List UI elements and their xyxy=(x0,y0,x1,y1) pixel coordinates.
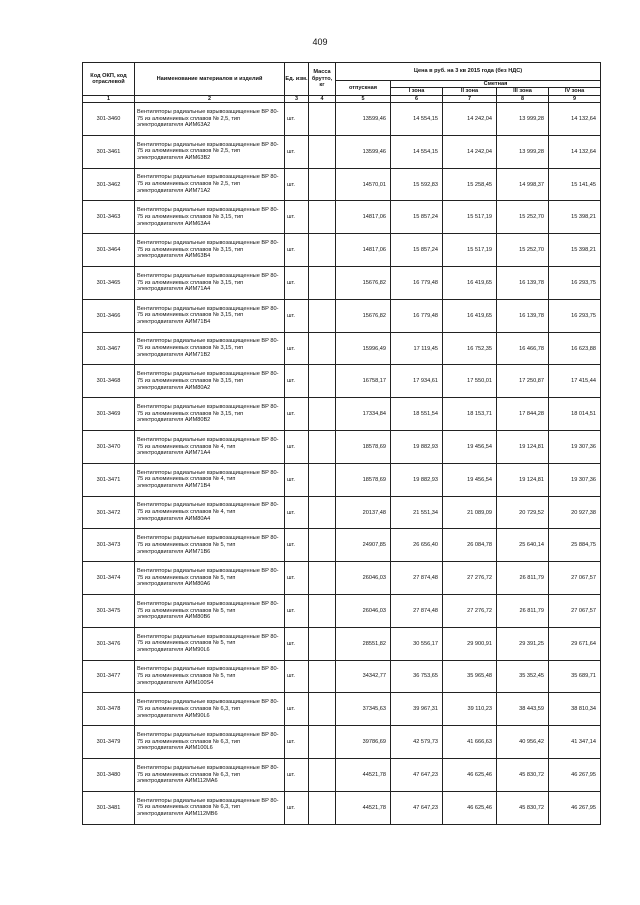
row-zone-2-price: 16 419,65 xyxy=(443,267,497,300)
row-unit: шт. xyxy=(285,103,309,136)
row-release-price: 34342,77 xyxy=(336,660,391,693)
row-zone-2-price: 19 456,54 xyxy=(443,463,497,496)
row-name: Вентиляторы радиальные взрывозащищенные ВР 80-75 из алюминиевых сплавов № 3,15, тип электродвигателя АИМ80В2 xyxy=(135,398,285,431)
row-mass xyxy=(309,201,336,234)
row-zone-2-price: 16 419,65 xyxy=(443,299,497,332)
row-zone-3-price: 45 830,72 xyxy=(497,791,549,824)
row-zone-3-price: 38 443,59 xyxy=(497,693,549,726)
row-zone-2-price: 16 752,35 xyxy=(443,332,497,365)
row-name: Вентиляторы радиальные взрывозащищенные ВР 80-75 из алюминиевых сплавов № 6,3, тип электродвигателя АИМ112МА6 xyxy=(135,758,285,791)
row-mass xyxy=(309,562,336,595)
table-row xyxy=(83,365,601,398)
row-unit: шт. xyxy=(285,726,309,759)
row-zone-1-price: 47 647,23 xyxy=(391,791,443,824)
row-zone-3-price: 14 998,37 xyxy=(497,168,549,201)
row-release-price: 20137,48 xyxy=(336,496,391,529)
row-name: Вентиляторы радиальные взрывозащищенные ВР 80-75 из алюминиевых сплавов № 3,15, тип электродвигателя АИМ63А4 xyxy=(135,201,285,234)
row-zone-3-price: 15 252,70 xyxy=(497,201,549,234)
row-zone-1-price: 14 554,15 xyxy=(391,103,443,136)
header-zone-3: III зона xyxy=(497,88,549,95)
row-zone-1-price: 15 592,83 xyxy=(391,168,443,201)
row-zone-3-price: 13 999,28 xyxy=(497,135,549,168)
row-code: 301-3462 xyxy=(83,168,135,201)
row-name: Вентиляторы радиальные взрывозащищенные ВР 80-75 из алюминиевых сплавов № 5, тип электродвигателя АИМ90L6 xyxy=(135,627,285,660)
table-row xyxy=(83,398,601,431)
table-row xyxy=(83,299,601,332)
row-unit: шт. xyxy=(285,201,309,234)
row-zone-4-price: 17 415,44 xyxy=(549,365,601,398)
row-zone-1-price: 36 753,65 xyxy=(391,660,443,693)
row-mass xyxy=(309,234,336,267)
column-number: 3 xyxy=(285,95,309,102)
row-zone-1-price: 39 967,31 xyxy=(391,693,443,726)
column-number: 6 xyxy=(391,95,443,102)
header-zone-4: IV зона xyxy=(549,88,601,95)
row-code: 301-3470 xyxy=(83,431,135,464)
row-release-price: 37345,63 xyxy=(336,693,391,726)
row-mass xyxy=(309,332,336,365)
row-unit: шт. xyxy=(285,267,309,300)
row-zone-2-price: 29 900,91 xyxy=(443,627,497,660)
row-code: 301-3481 xyxy=(83,791,135,824)
row-zone-1-price: 19 882,93 xyxy=(391,463,443,496)
row-zone-3-price: 13 999,28 xyxy=(497,103,549,136)
row-zone-2-price: 39 110,23 xyxy=(443,693,497,726)
row-zone-1-price: 17 119,45 xyxy=(391,332,443,365)
row-mass xyxy=(309,627,336,660)
column-number: 9 xyxy=(549,95,601,102)
column-number: 5 xyxy=(336,95,391,102)
row-zone-4-price: 29 671,64 xyxy=(549,627,601,660)
row-name: Вентиляторы радиальные взрывозащищенные ВР 80-75 из алюминиевых сплавов № 3,15, тип электродвигателя АИМ63В4 xyxy=(135,234,285,267)
table-row xyxy=(83,332,601,365)
row-zone-3-price: 16 139,78 xyxy=(497,267,549,300)
row-zone-2-price: 46 625,46 xyxy=(443,791,497,824)
page-number: 409 xyxy=(312,37,328,47)
table-row xyxy=(83,529,601,562)
row-mass xyxy=(309,463,336,496)
row-code: 301-3477 xyxy=(83,660,135,693)
row-mass xyxy=(309,693,336,726)
row-release-price: 13599,46 xyxy=(336,103,391,136)
table-row xyxy=(83,693,601,726)
row-mass xyxy=(309,726,336,759)
row-zone-3-price: 20 729,52 xyxy=(497,496,549,529)
row-unit: шт. xyxy=(285,529,309,562)
row-name: Вентиляторы радиальные взрывозащищенные ВР 80-75 из алюминиевых сплавов № 3,15, тип электродвигателя АИМ80А2 xyxy=(135,365,285,398)
column-numbers-row xyxy=(83,95,601,102)
row-mass xyxy=(309,168,336,201)
table-row xyxy=(83,431,601,464)
table-row xyxy=(83,168,601,201)
row-unit: шт. xyxy=(285,398,309,431)
row-zone-4-price: 25 884,75 xyxy=(549,529,601,562)
row-zone-1-price: 26 656,40 xyxy=(391,529,443,562)
row-zone-1-price: 15 857,24 xyxy=(391,201,443,234)
row-code: 301-3467 xyxy=(83,332,135,365)
table-row xyxy=(83,103,601,136)
row-zone-4-price: 16 293,75 xyxy=(549,299,601,332)
price-table xyxy=(82,62,601,825)
row-release-price: 15996,49 xyxy=(336,332,391,365)
row-release-price: 28551,82 xyxy=(336,627,391,660)
table-row xyxy=(83,135,601,168)
row-name: Вентиляторы радиальные взрывозащищенные ВР 80-75 из алюминиевых сплавов № 3,15, тип электродвигателя АИМ71А4 xyxy=(135,267,285,300)
table-row xyxy=(83,201,601,234)
row-unit: шт. xyxy=(285,693,309,726)
row-name: Вентиляторы радиальные взрывозащищенные ВР 80-75 из алюминиевых сплавов № 4, тип электродвигателя АИМ80А4 xyxy=(135,496,285,529)
table-row xyxy=(83,562,601,595)
header-code: Код ОКП, код отраслевой xyxy=(83,63,135,96)
row-unit: шт. xyxy=(285,234,309,267)
row-unit: шт. xyxy=(285,431,309,464)
table-row xyxy=(83,267,601,300)
row-zone-3-price: 17 844,28 xyxy=(497,398,549,431)
row-zone-1-price: 19 882,93 xyxy=(391,431,443,464)
row-zone-4-price: 41 347,14 xyxy=(549,726,601,759)
row-name: Вентиляторы радиальные взрывозащищенные ВР 80-75 из алюминиевых сплавов № 4, тип электродвигателя АИМ71В4 xyxy=(135,463,285,496)
row-zone-4-price: 35 689,71 xyxy=(549,660,601,693)
column-number: 8 xyxy=(497,95,549,102)
row-zone-3-price: 16 466,78 xyxy=(497,332,549,365)
row-name: Вентиляторы радиальные взрывозащищенные ВР 80-75 из алюминиевых сплавов № 6,3, тип электродвигателя АИМ100L6 xyxy=(135,726,285,759)
row-zone-4-price: 15 398,21 xyxy=(549,234,601,267)
table-row xyxy=(83,660,601,693)
row-zone-1-price: 21 551,34 xyxy=(391,496,443,529)
row-zone-3-price: 45 830,72 xyxy=(497,758,549,791)
row-mass xyxy=(309,135,336,168)
row-unit: шт. xyxy=(285,135,309,168)
row-code: 301-3480 xyxy=(83,758,135,791)
row-unit: шт. xyxy=(285,627,309,660)
row-zone-2-price: 15 258,45 xyxy=(443,168,497,201)
row-unit: шт. xyxy=(285,365,309,398)
row-release-price: 16758,17 xyxy=(336,365,391,398)
row-mass xyxy=(309,398,336,431)
row-zone-3-price: 19 124,81 xyxy=(497,463,549,496)
row-release-price: 15676,82 xyxy=(336,267,391,300)
row-zone-4-price: 46 267,95 xyxy=(549,758,601,791)
row-code: 301-3460 xyxy=(83,103,135,136)
table-row xyxy=(83,726,601,759)
row-release-price: 14817,06 xyxy=(336,201,391,234)
row-name: Вентиляторы радиальные взрывозащищенные ВР 80-75 из алюминиевых сплавов № 5, тип электродвигателя АИМ80А6 xyxy=(135,562,285,595)
row-zone-3-price: 40 956,42 xyxy=(497,726,549,759)
row-code: 301-3472 xyxy=(83,496,135,529)
row-release-price: 13599,46 xyxy=(336,135,391,168)
row-zone-2-price: 21 089,09 xyxy=(443,496,497,529)
row-zone-4-price: 16 293,75 xyxy=(549,267,601,300)
row-zone-1-price: 14 554,15 xyxy=(391,135,443,168)
row-zone-1-price: 27 874,48 xyxy=(391,562,443,595)
row-mass xyxy=(309,431,336,464)
row-name: Вентиляторы радиальные взрывозащищенные ВР 80-75 из алюминиевых сплавов № 4, тип электродвигателя АИМ71А4 xyxy=(135,431,285,464)
row-release-price: 39786,69 xyxy=(336,726,391,759)
row-release-price: 15676,82 xyxy=(336,299,391,332)
row-code: 301-3464 xyxy=(83,234,135,267)
row-unit: шт. xyxy=(285,791,309,824)
row-zone-2-price: 35 965,48 xyxy=(443,660,497,693)
row-zone-1-price: 16 779,48 xyxy=(391,299,443,332)
row-zone-1-price: 15 857,24 xyxy=(391,234,443,267)
row-mass xyxy=(309,660,336,693)
row-zone-4-price: 19 307,36 xyxy=(549,463,601,496)
row-release-price: 18578,69 xyxy=(336,463,391,496)
row-release-price: 18578,69 xyxy=(336,431,391,464)
row-mass xyxy=(309,758,336,791)
row-zone-3-price: 29 391,25 xyxy=(497,627,549,660)
row-code: 301-3469 xyxy=(83,398,135,431)
row-name: Вентиляторы радиальные взрывозащищенные ВР 80-75 из алюминиевых сплавов № 5, тип электродвигателя АИМ100S4 xyxy=(135,660,285,693)
row-name: Вентиляторы радиальные взрывозащищенные ВР 80-75 из алюминиевых сплавов № 3,15, тип электродвигателя АИМ71В2 xyxy=(135,332,285,365)
table-row xyxy=(83,496,601,529)
row-code: 301-3473 xyxy=(83,529,135,562)
row-zone-2-price: 15 517,19 xyxy=(443,234,497,267)
row-zone-1-price: 18 551,54 xyxy=(391,398,443,431)
row-zone-2-price: 17 550,01 xyxy=(443,365,497,398)
table-header xyxy=(83,63,601,103)
row-code: 301-3476 xyxy=(83,627,135,660)
row-mass xyxy=(309,267,336,300)
row-mass xyxy=(309,103,336,136)
row-mass xyxy=(309,595,336,628)
row-name: Вентиляторы радиальные взрывозащищенные ВР 80-75 из алюминиевых сплавов № 5, тип электродвигателя АИМ80В6 xyxy=(135,595,285,628)
table-row xyxy=(83,791,601,824)
row-code: 301-3461 xyxy=(83,135,135,168)
row-zone-4-price: 16 623,88 xyxy=(549,332,601,365)
row-mass xyxy=(309,496,336,529)
row-release-price: 26046,03 xyxy=(336,562,391,595)
table-row xyxy=(83,758,601,791)
column-number: 2 xyxy=(135,95,285,102)
row-name: Вентиляторы радиальные взрывозащищенные ВР 80-75 из алюминиевых сплавов № 3,15, тип электродвигателя АИМ71В4 xyxy=(135,299,285,332)
row-zone-1-price: 27 874,48 xyxy=(391,595,443,628)
row-release-price: 44521,78 xyxy=(336,758,391,791)
table-row xyxy=(83,234,601,267)
header-name: Наименование материалов и изделий xyxy=(135,63,285,96)
header-delivered-price: Сметная xyxy=(391,81,601,88)
column-number: 4 xyxy=(309,95,336,102)
row-code: 301-3465 xyxy=(83,267,135,300)
header-zone-1: I зона xyxy=(391,88,443,95)
row-name: Вентиляторы радиальные взрывозащищенные ВР 80-75 из алюминиевых сплавов № 5, тип электродвигателя АИМ71В6 xyxy=(135,529,285,562)
row-zone-3-price: 25 640,14 xyxy=(497,529,549,562)
table-row xyxy=(83,627,601,660)
header-mass: Масса брутто, кг xyxy=(309,63,336,96)
row-zone-2-price: 19 456,54 xyxy=(443,431,497,464)
row-zone-3-price: 26 811,79 xyxy=(497,562,549,595)
row-unit: шт. xyxy=(285,758,309,791)
row-zone-4-price: 27 067,57 xyxy=(549,595,601,628)
row-zone-4-price: 15 398,21 xyxy=(549,201,601,234)
row-zone-4-price: 27 067,57 xyxy=(549,562,601,595)
row-code: 301-3471 xyxy=(83,463,135,496)
column-number: 1 xyxy=(83,95,135,102)
row-mass xyxy=(309,791,336,824)
row-name: Вентиляторы радиальные взрывозащищенные ВР 80-75 из алюминиевых сплавов № 2,5, тип электродвигателя АИМ71А2 xyxy=(135,168,285,201)
row-code: 301-3468 xyxy=(83,365,135,398)
row-zone-3-price: 26 811,79 xyxy=(497,595,549,628)
row-unit: шт. xyxy=(285,463,309,496)
header-unit: Ед. изм. xyxy=(285,63,309,96)
row-unit: шт. xyxy=(285,660,309,693)
row-mass xyxy=(309,529,336,562)
header-release-price: отпускная xyxy=(336,81,391,96)
row-code: 301-3475 xyxy=(83,595,135,628)
column-number: 7 xyxy=(443,95,497,102)
row-name: Вентиляторы радиальные взрывозащищенные ВР 80-75 из алюминиевых сплавов № 2,5, тип электродвигателя АИМ63А2 xyxy=(135,103,285,136)
row-zone-2-price: 41 666,63 xyxy=(443,726,497,759)
row-zone-1-price: 30 556,17 xyxy=(391,627,443,660)
table-row xyxy=(83,463,601,496)
row-zone-4-price: 14 132,64 xyxy=(549,135,601,168)
row-zone-2-price: 18 153,71 xyxy=(443,398,497,431)
row-mass xyxy=(309,365,336,398)
row-unit: шт. xyxy=(285,595,309,628)
row-zone-3-price: 19 124,81 xyxy=(497,431,549,464)
row-zone-1-price: 17 934,61 xyxy=(391,365,443,398)
row-unit: шт. xyxy=(285,168,309,201)
row-release-price: 44521,78 xyxy=(336,791,391,824)
row-zone-3-price: 15 252,70 xyxy=(497,234,549,267)
row-zone-1-price: 42 579,73 xyxy=(391,726,443,759)
row-unit: шт. xyxy=(285,562,309,595)
row-release-price: 14570,01 xyxy=(336,168,391,201)
row-zone-2-price: 15 517,19 xyxy=(443,201,497,234)
row-zone-1-price: 47 647,23 xyxy=(391,758,443,791)
row-name: Вентиляторы радиальные взрывозащищенные ВР 80-75 из алюминиевых сплавов № 2,5, тип электродвигателя АИМ63В2 xyxy=(135,135,285,168)
table-body xyxy=(83,103,601,825)
row-name: Вентиляторы радиальные взрывозащищенные ВР 80-75 из алюминиевых сплавов № 6,3, тип электродвигателя АИМ112МВ6 xyxy=(135,791,285,824)
row-mass xyxy=(309,299,336,332)
row-zone-4-price: 19 307,36 xyxy=(549,431,601,464)
row-code: 301-3478 xyxy=(83,693,135,726)
row-release-price: 17334,84 xyxy=(336,398,391,431)
row-zone-3-price: 35 352,45 xyxy=(497,660,549,693)
row-unit: шт. xyxy=(285,332,309,365)
row-zone-3-price: 16 139,78 xyxy=(497,299,549,332)
row-zone-1-price: 16 779,48 xyxy=(391,267,443,300)
row-code: 301-3479 xyxy=(83,726,135,759)
row-zone-4-price: 38 810,34 xyxy=(549,693,601,726)
row-zone-2-price: 26 084,78 xyxy=(443,529,497,562)
row-zone-4-price: 20 927,38 xyxy=(549,496,601,529)
header-zone-2: II зона xyxy=(443,88,497,95)
row-code: 301-3463 xyxy=(83,201,135,234)
row-zone-4-price: 18 014,51 xyxy=(549,398,601,431)
row-release-price: 24907,85 xyxy=(336,529,391,562)
row-zone-3-price: 17 250,87 xyxy=(497,365,549,398)
row-zone-4-price: 46 267,95 xyxy=(549,791,601,824)
row-zone-4-price: 15 141,45 xyxy=(549,168,601,201)
row-zone-2-price: 14 242,04 xyxy=(443,135,497,168)
row-release-price: 26046,03 xyxy=(336,595,391,628)
row-zone-2-price: 27 276,72 xyxy=(443,562,497,595)
header-price-group: Цена в руб. на 3 кв 2015 года (без НДС) xyxy=(336,63,601,81)
row-name: Вентиляторы радиальные взрывозащищенные ВР 80-75 из алюминиевых сплавов № 6,3, тип электродвигателя АИМ90L6 xyxy=(135,693,285,726)
row-unit: шт. xyxy=(285,299,309,332)
row-code: 301-3466 xyxy=(83,299,135,332)
table-row xyxy=(83,595,601,628)
row-zone-2-price: 14 242,04 xyxy=(443,103,497,136)
row-release-price: 14817,06 xyxy=(336,234,391,267)
row-code: 301-3474 xyxy=(83,562,135,595)
row-zone-2-price: 27 276,72 xyxy=(443,595,497,628)
row-zone-4-price: 14 132,64 xyxy=(549,103,601,136)
row-zone-2-price: 46 625,46 xyxy=(443,758,497,791)
row-unit: шт. xyxy=(285,496,309,529)
